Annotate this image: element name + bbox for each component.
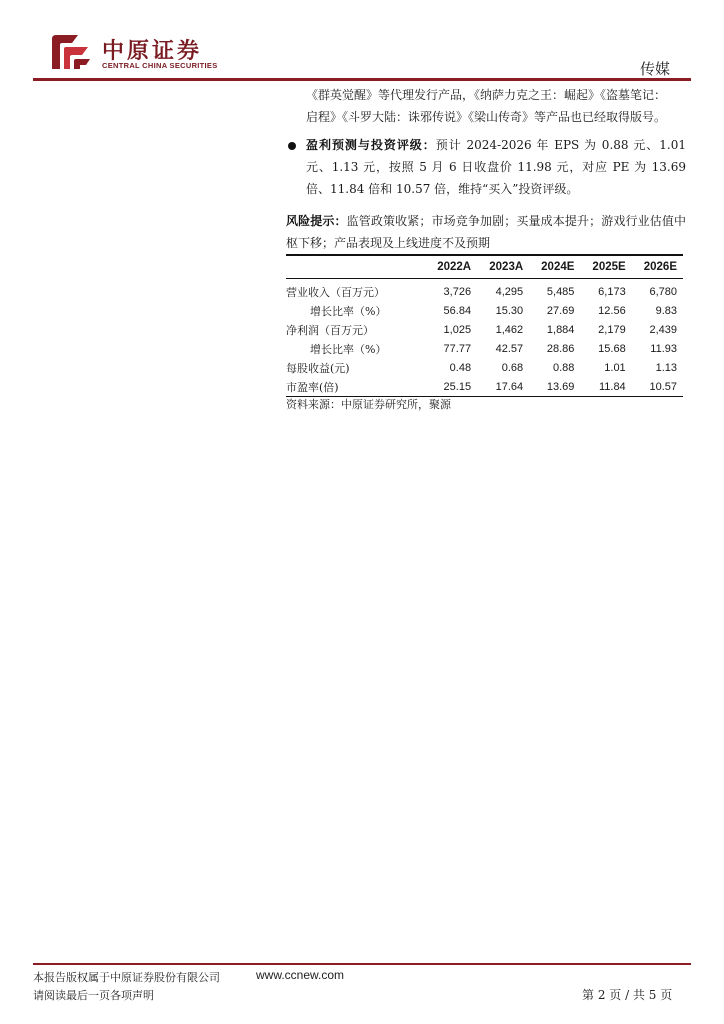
footer-website-link[interactable]: www.ccnew.com xyxy=(256,968,345,982)
table-cell: 1.01 xyxy=(604,361,626,374)
risk-text: 监管政策收紧；市场竞争加剧；买量成本提升；游戏行业估值中枢下移；产品表现及上线进度不及预期 xyxy=(286,214,686,250)
intro-line-1: 《群英觉醒》等代理发行产品，《纳萨力克之王：崛起》《盗墓笔记： xyxy=(306,88,667,102)
bullet-dot-icon xyxy=(288,142,296,150)
table-cell: 6,173 xyxy=(598,285,626,298)
row-label: 增长比率（%） xyxy=(310,342,387,356)
table-cell: 42.57 xyxy=(495,342,524,355)
table-cell: 2,439 xyxy=(649,323,677,336)
risk-section xyxy=(286,210,686,254)
page-header xyxy=(0,0,724,82)
table-cell: 12.56 xyxy=(598,304,626,317)
table-cell: 27.69 xyxy=(546,304,575,317)
main-content xyxy=(286,84,686,254)
table-cell: 28.86 xyxy=(546,342,575,355)
row-label: 营业收入（百万元） xyxy=(286,285,385,299)
logo-text-cn: 中原证券 xyxy=(102,38,203,64)
intro-line-2: 启程》《斗罗大陆：诛邪传说》《梁山传奇》等产品也已经取得版号。 xyxy=(306,110,667,124)
table-cell: 56.84 xyxy=(443,304,472,317)
header-divider xyxy=(33,78,691,81)
row-label: 每股收益(元) xyxy=(286,361,350,375)
table-header-cell: 2026E xyxy=(632,255,683,279)
forecast-paragraph xyxy=(306,134,686,200)
table-header-cell: 2022A xyxy=(425,255,477,279)
financial-forecast-table xyxy=(286,254,683,397)
table-cell: 0.48 xyxy=(449,361,472,374)
row-label: 增长比率（%） xyxy=(310,304,387,318)
footer-copyright: 本报告版权属于中原证券股份有限公司 xyxy=(33,971,220,984)
table-cell: 11.93 xyxy=(650,342,677,355)
central-china-securities-logo-icon xyxy=(48,33,92,71)
table-row xyxy=(286,279,683,302)
page-number: 第 2 页 / 共 5 页 xyxy=(582,988,673,1002)
table-row xyxy=(286,339,683,358)
table-cell: 0.68 xyxy=(501,361,524,374)
risk-lead: 风险提示： xyxy=(286,214,347,228)
table-header-row xyxy=(286,255,683,279)
intro-paragraph xyxy=(306,84,686,128)
table-cell: 11.84 xyxy=(580,377,631,397)
table-cell: 1,884 xyxy=(546,323,575,336)
table-cell: 1,025 xyxy=(443,323,472,336)
footer-disclaimer: 请阅读最后一页各项声明 xyxy=(33,989,154,1002)
table-row xyxy=(286,320,683,339)
table-row xyxy=(286,358,683,377)
forecast-text: 预计 2024-2026 年 EPS 为 0.88 元、1.01 元、1.13 元，按照 5 月 6 日收盘价 11.98 元，对应 PE 为 13.69 倍、11.84 倍和 10.57 倍，维持“买入”投资评级。 xyxy=(306,138,686,196)
logo-text-en: CENTRAL CHINA SECURITIES xyxy=(102,61,218,70)
table-row xyxy=(286,377,683,397)
forecast-bullet xyxy=(286,134,686,200)
table-cell: 2,179 xyxy=(598,323,626,336)
section-tag: 传媒 xyxy=(640,60,671,78)
row-label: 净利润（百万元） xyxy=(286,323,374,337)
footer-divider xyxy=(33,963,691,965)
table-header-cell: 2024E xyxy=(529,255,580,279)
table-cell: 6,780 xyxy=(649,285,677,298)
table-header-cell: 2023A xyxy=(477,255,529,279)
table-header-cell xyxy=(286,255,425,279)
forecast-lead: 盈利预测与投资评级： xyxy=(306,138,436,152)
table-cell: 0.88 xyxy=(553,361,575,374)
risk-paragraph xyxy=(286,210,686,254)
table-cell: 77.77 xyxy=(443,342,472,355)
table-cell: 17.64 xyxy=(477,377,529,397)
table-cell: 9.83 xyxy=(655,304,677,317)
table-header-cell: 2025E xyxy=(580,255,631,279)
table-cell: 25.15 xyxy=(425,377,477,397)
table-cell: 1,462 xyxy=(495,323,524,336)
table-cell: 15.30 xyxy=(495,304,524,317)
table-cell: 10.57 xyxy=(632,377,683,397)
table-cell: 5,485 xyxy=(546,285,575,298)
row-label: 市盈率(倍) xyxy=(286,377,425,397)
table-cell: 4,295 xyxy=(495,285,524,298)
table-cell: 15.68 xyxy=(598,342,626,355)
data-source-note: 资料来源：中原证券研究所，聚源 xyxy=(286,398,451,411)
table-cell: 1.13 xyxy=(655,361,677,374)
table-row xyxy=(286,301,683,320)
table-cell: 13.69 xyxy=(529,377,580,397)
table-cell: 3,726 xyxy=(443,285,472,298)
